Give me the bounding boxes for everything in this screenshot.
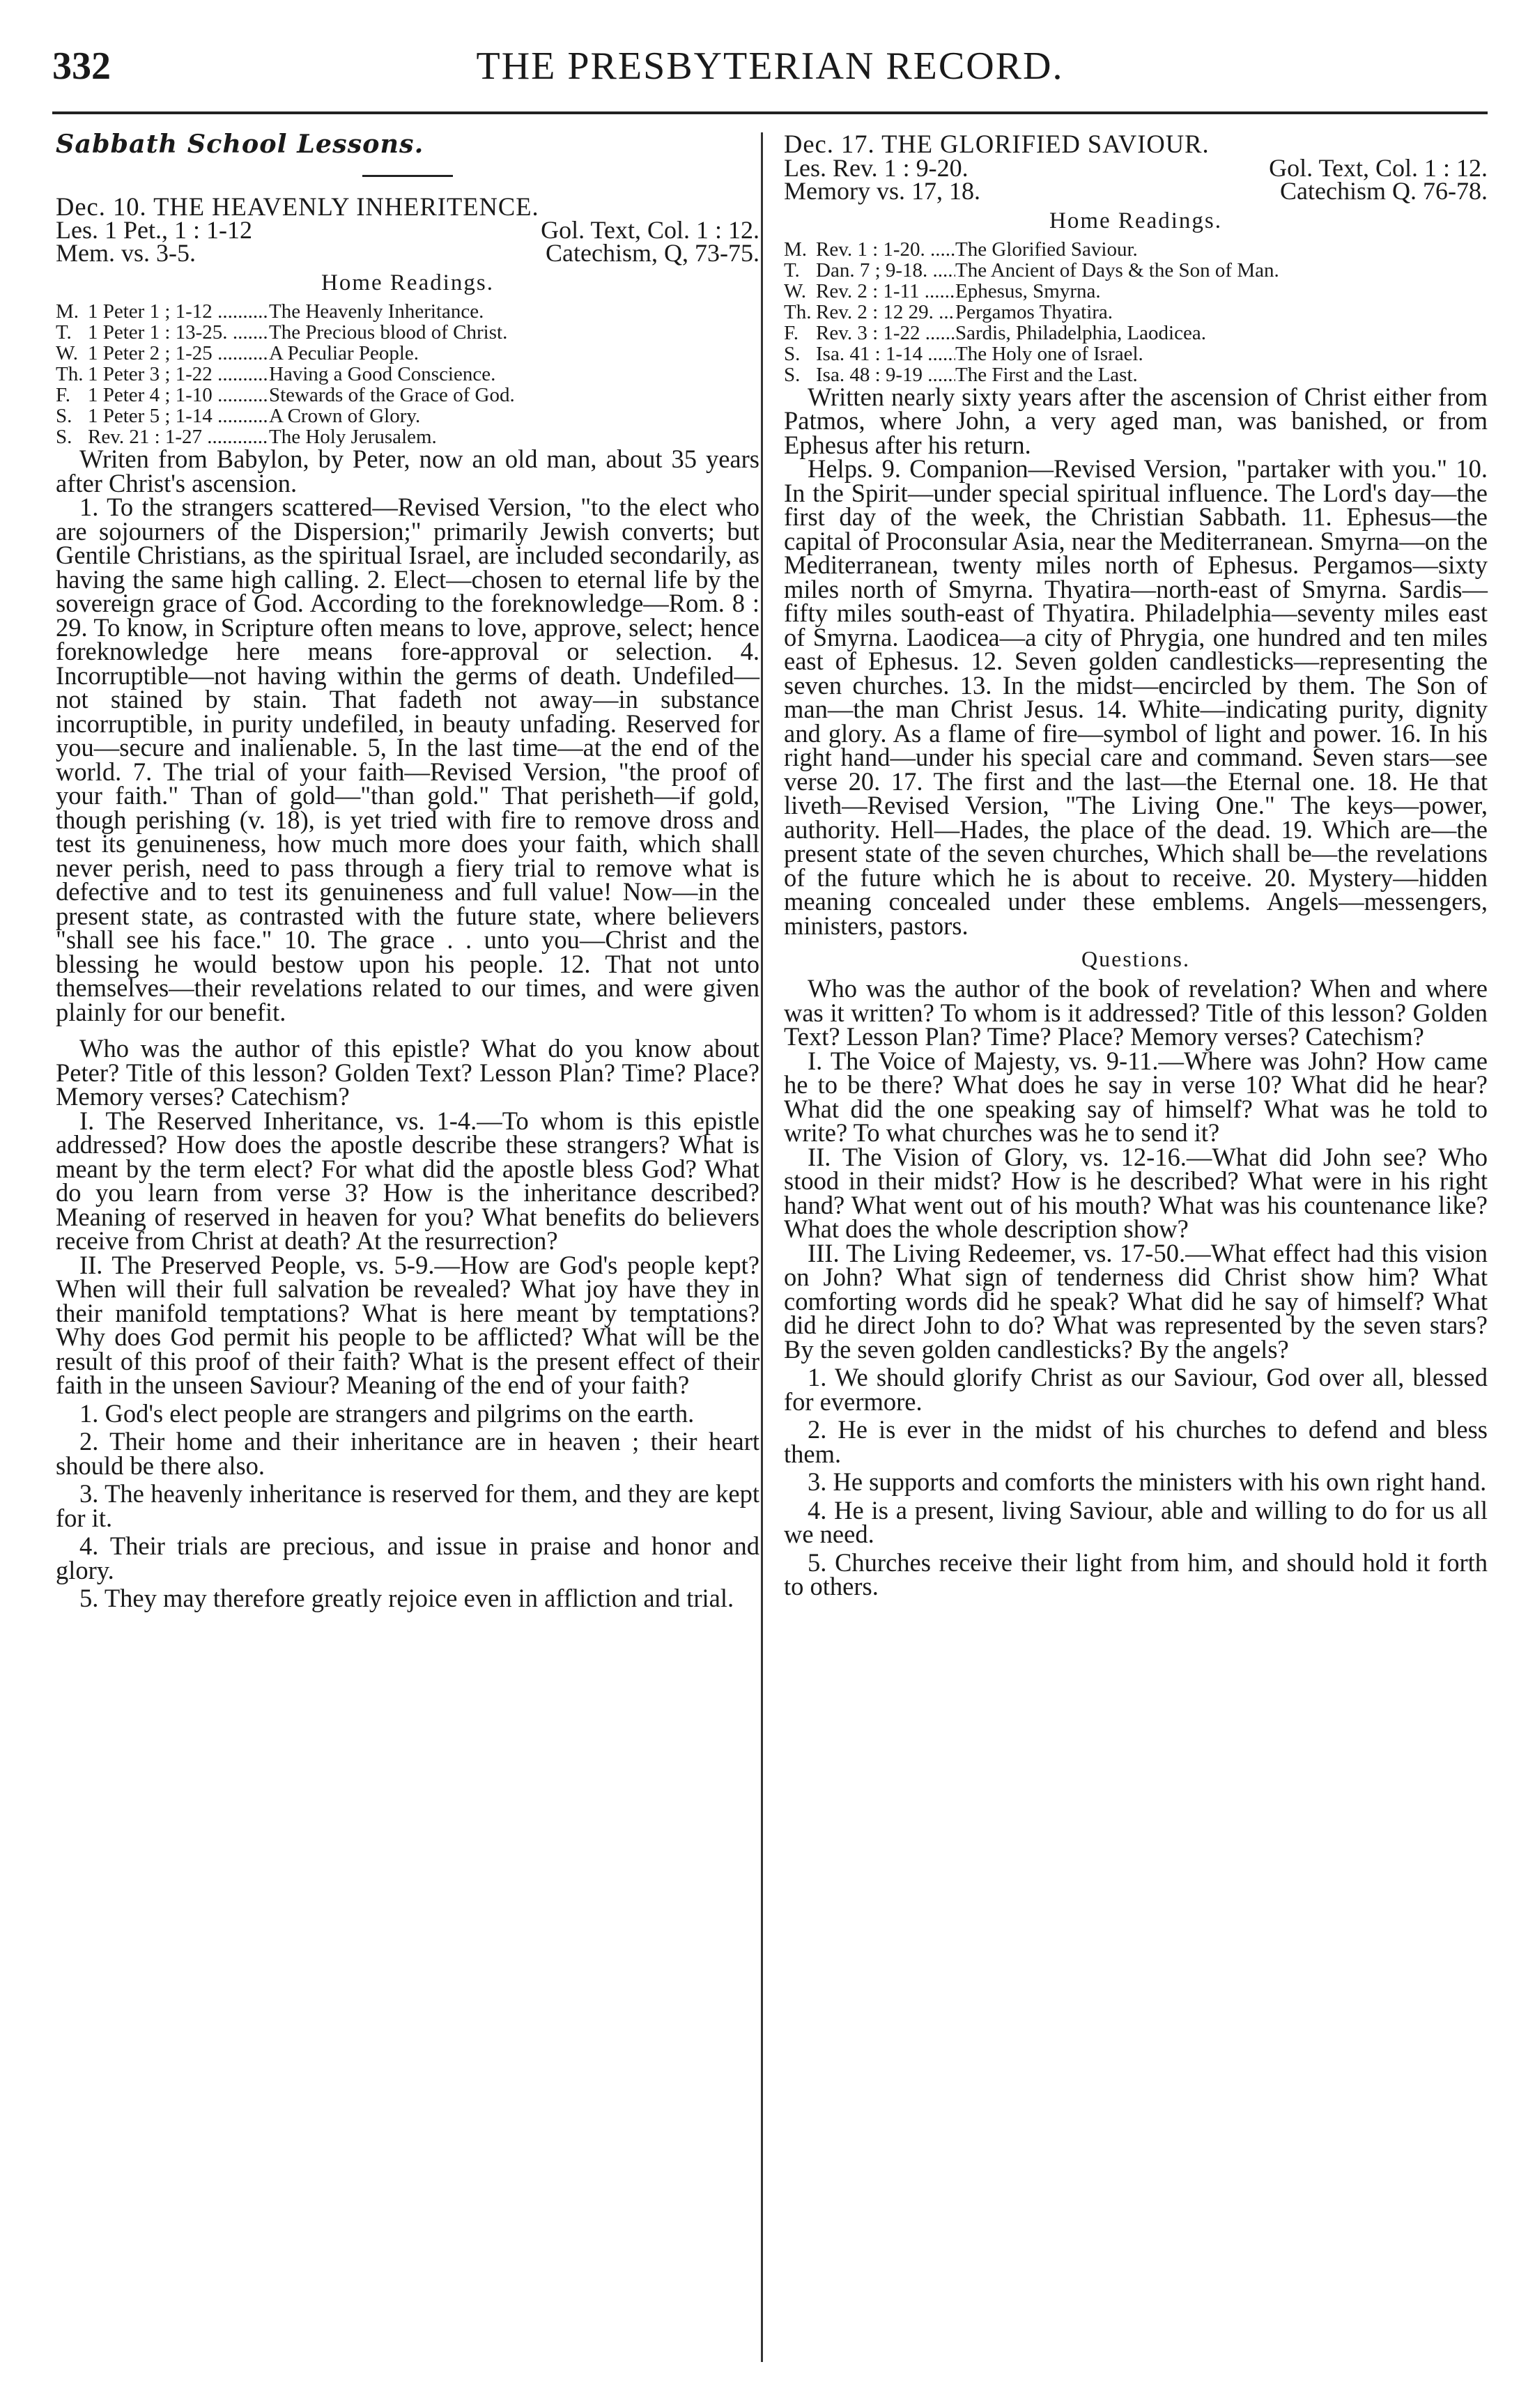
- lesson2-heading: Dec. 17. THE GLORIFIED SAVIOUR.: [784, 130, 1210, 158]
- lesson2-les: Les. Rev. 1 : 9-20.: [784, 153, 969, 182]
- reading-day: F.: [784, 321, 799, 344]
- lesson2-golden-text: Gol. Text, Col. 1 : 12.: [1269, 153, 1488, 182]
- reading-ref: 1 Peter 4 ; 1-10 .....: [88, 385, 269, 406]
- reading-title: A Peculiar People.: [269, 343, 419, 364]
- lesson2-point: 2. He is ever in the midst of his churches to defend and bless them.: [784, 1415, 1488, 1468]
- page-header: [52, 42, 1488, 91]
- reading-ref: Isa. 48 : 9-19 .....: [816, 364, 955, 385]
- reading-title: Pergamos Thyatira.: [955, 301, 1113, 323]
- lesson2-meta-row2: [784, 176, 1488, 205]
- reading-day: Th.: [784, 300, 812, 323]
- lesson2-questions-intro: Who was the author of the book of revelation? When and where was it written? To whom is it addressed? Title of this lesson? Golden Text? Lesson Plan? Time? Place? Memory verses? Catechism?: [784, 974, 1488, 1051]
- reading-row: [56, 301, 759, 322]
- lesson2-catechism: Catechism Q. 76-78.: [1280, 176, 1488, 205]
- reading-title: Sardis, Philadelphia, Laodicea.: [955, 322, 1206, 344]
- reading-ref: 1 Peter 2 ; 1-25 .....: [88, 343, 269, 364]
- lesson2-helps: Helps. 9. Companion—Revised Version, "partaker with you." 10. In the Spirit—under special spiritual influence. The Lord's day—the first day of the week, the Christian Sabbath. 11. Ephesus—the capital of Proconsular Asia, near the Mediterranean. Smyrna—on the Mediterranean, twenty miles north of Ephesus. Pergamos—sixty miles north of Smyrna. Thyatira—north-east of Smyrna. Sardis—fifty miles south-east of Thyatira. Philadelphia—seventy miles east of Smyrna. Laodicea—a city of Phrygia, one hundred and ten miles east of Ephesus. 12. Seven golden candlesticks—representing the seven churches. 13. In the midst—encircled by them. The Son of man—the man Christ Jesus. 14. White—indicating purity, dignity and glory. As a flame of fire—symbol of light and power. 16. In his right hand—under his special care and command. Seven stars—see verse 20. 17. The first and the last—the Eternal one. 18. He that liveth—Revised Version, "The Living One." The keys—power, authority. Hell—Hades, the place of the dead. 19. Which are—the present state of the seven churches, Which shall be—the revelations of the future which he is about to receive. 20. Mystery—hidden meaning concealed under these emblems. Angels—messengers, ministers, pastors.: [784, 454, 1488, 940]
- lesson1-meta-row2: [56, 239, 759, 267]
- section-title: Sabbath School Lessons.: [56, 129, 424, 159]
- reading-day: W.: [56, 342, 78, 364]
- reading-row: [784, 323, 1488, 344]
- reading-row: [784, 302, 1488, 323]
- reading-title: Stewards of the Grace of God.: [269, 385, 515, 406]
- left-column: [56, 129, 759, 1612]
- page-number: 332: [52, 45, 111, 88]
- lesson2-point: 4. He is a present, living Saviour, able and willing to do for us all we need.: [784, 1495, 1488, 1548]
- lesson1-les: Les. 1 Pet., 1 : 1-12: [56, 216, 252, 244]
- lesson1-golden-text: Gol. Text, Col. 1 : 12.: [541, 216, 759, 244]
- column-divider: [761, 132, 763, 2362]
- lesson2-mem: Memory vs. 17, 18.: [784, 176, 980, 205]
- lesson2-questions-part2: II. The Vision of Glory, vs. 12-16.—What did John see? Who stood in their midst? How is he described? What were in his right hand? What went out of his mouth? What was his countenance like? What does the whole description show?: [784, 1142, 1488, 1243]
- lesson2-home-readings-label: Home Readings.: [1049, 208, 1222, 233]
- lesson1-mem: Mem. vs. 3-5.: [56, 239, 196, 267]
- reading-ref: Rev. 1 : 1-20. .....: [816, 239, 955, 260]
- reading-ref: Rev. 2 : 1-11 .....: [816, 281, 955, 302]
- reading-row: [56, 406, 759, 426]
- lesson1-point: 2. Their home and their inheritance are in heaven ; their heart should be there also.: [56, 1427, 759, 1480]
- reading-title: The Holy one of Israel.: [955, 343, 1143, 364]
- reading-ref: Rev. 2 : 12 29. .....: [816, 302, 955, 323]
- reading-day: W.: [784, 279, 806, 302]
- lesson1-heading: Dec. 10. THE HEAVENLY INHERITENCE.: [56, 192, 539, 221]
- lesson2-intro: Written nearly sixty years after the ascension of Christ either from Patmos, where John, a very aged man, was banished, or from Ephesus after his return.: [784, 382, 1488, 459]
- reading-day: Th.: [56, 363, 84, 385]
- header-rule: [52, 111, 1488, 114]
- lesson1-questions-part1: I. The Reserved Inheritance, vs. 1-4.—To whom is this epistle addressed? How does the apostle describe these strangers? What is meant by the term elect? For what did the apostle bless God? What do you learn from verse 3? How is the inheritance described? Meaning of reserved in heaven for you? What benefits do believers receive from Christ at death? At the resurrection?: [56, 1106, 759, 1255]
- reading-title: The First and the Last.: [955, 364, 1138, 385]
- reading-day: T.: [56, 321, 72, 344]
- reading-title: The Glorified Saviour.: [955, 238, 1138, 260]
- lesson1-notes: 1. To the strangers scattered—Revised Version, "to the elect who are sojourners of the Dispersion;" primarily Jewish converts; but Gentile Christians, as the spiritual Israel, are included secondarily, as having the same high calling. 2. Elect—chosen to eternal life by the sovereign grace of God. According to the foreknowledge—Rom. 8 : 29. To know, in Scripture often means to love, approve, select; hence foreknowledge here means fore-approval or selection. 4. Incorruptible—not having within the germs of death. Undefiled—not stained by stain. That fadeth not away—in substance incorruptible, in purity undefiled, in beauty unfading. Reserved for you—secure and inalienable. 5, In the last time—at the end of the world. 7. The trial of your faith—Revised Version, "the proof of your faith." Than of gold—"than gold." That perisheth—if gold, though perishing (v. 18), is yet tried with fire to remove dross and test its genuineness, how much more does your faith, which shall never perish, need to pass through a fiery trial to remove what is defective and to test its genuineness and full value! Now—in the present state, as contrasted with the future state, where believers "shall see his face." 10. The grace . . unto you—Christ and the blessing he would bestow upon his people. 12. That not unto themselves—their revelations related to our times, and were given plainly for our benefit.: [56, 493, 759, 1026]
- reading-title: The Ancient of Days & the Son of Man.: [955, 259, 1279, 281]
- lesson1-questions-intro: Who was the author of this epistle? What do you know about Peter? Title of this lesson? Golden Text? Lesson Plan? Time? Place? Memory verses? Catechism?: [56, 1034, 759, 1111]
- reading-ref: 1 Peter 3 ; 1-22 .....: [88, 364, 269, 385]
- reading-row: [56, 322, 759, 343]
- lesson2-questions-label: Questions.: [1081, 946, 1190, 971]
- reading-title: Ephesus, Smyrna.: [955, 280, 1101, 302]
- lesson2-readings: [784, 239, 1488, 385]
- reading-ref: Rev. 3 : 1-22 .....: [816, 323, 955, 344]
- reading-row: [784, 364, 1488, 385]
- reading-day: S.: [784, 342, 801, 365]
- lesson1-point: 1. God's elect people are strangers and pilgrims on the earth.: [79, 1398, 695, 1428]
- reading-title: Having a Good Conscience.: [269, 364, 496, 385]
- reading-day: M.: [56, 300, 79, 323]
- lesson2-questions-part3: III. The Living Redeemer, vs. 17-50.—What effect had this vision on John? What sign of tenderness did Christ show him? What comforting words did he speak? What did he say of himself? What did he direct John to do? What was represented by the seven stars? By the seven golden candlesticks? By the angels?: [784, 1238, 1488, 1364]
- right-column: [784, 132, 1488, 1599]
- reading-day: T.: [784, 258, 800, 281]
- reading-ref: 1 Peter 5 ; 1-14 .....: [88, 406, 269, 426]
- lesson2-point: 1. We should glorify Christ as our Saviour, God over all, blessed for evermore.: [784, 1363, 1488, 1416]
- reading-ref: 1 Peter 1 ; 1-12 .....: [88, 301, 269, 322]
- lesson1-questions-part2: II. The Preserved People, vs. 5-9.—How are God's people kept? When will their full salvation be revealed? What joy have they in their manifold temptations? What is here meant by temptations? Why does God permit his people to be afflicted? What will be the result of this proof of their faith? What is the present effect of their faith in the unseen Saviour? Meaning of the end of your faith?: [56, 1250, 759, 1399]
- reading-row: [784, 281, 1488, 302]
- reading-day: S.: [784, 363, 801, 386]
- lesson1-point: 4. Their trials are precious, and issue in praise and honor and glory.: [56, 1531, 759, 1584]
- reading-row: [56, 364, 759, 385]
- lesson1-readings: [56, 301, 759, 447]
- reading-row: [784, 260, 1488, 281]
- reading-row: [784, 239, 1488, 260]
- reading-ref: Isa. 41 : 1-14 .....: [816, 344, 955, 364]
- reading-title: The Precious blood of Christ.: [269, 322, 508, 343]
- lesson1-home-readings-label: Home Readings.: [321, 270, 494, 295]
- reading-title: The Holy Jerusalem.: [269, 426, 437, 447]
- reading-day: F.: [56, 384, 71, 406]
- lesson1-catechism: Catechism, Q, 73-75.: [546, 239, 759, 267]
- reading-day: M.: [784, 238, 808, 261]
- lesson2-point: 5. Churches receive their light from him, and should hold it forth to others.: [784, 1548, 1488, 1600]
- lesson2-questions-part1: I. The Voice of Majesty, vs. 9-11.—Where was John? How came he to be there? What does he say in verse 10? What did he hear? What did the one speaking say of himself? What was he told to write? To what churches was he to send it?: [784, 1046, 1488, 1147]
- lesson2-point: 3. He supports and comforts the ministers with his own right hand.: [808, 1467, 1487, 1496]
- lesson1-point: 5. They may therefore greatly rejoice even in affliction and trial.: [79, 1584, 734, 1612]
- reading-row: [784, 344, 1488, 364]
- lesson2-meta-row1: [784, 153, 1488, 182]
- reading-row: [56, 385, 759, 406]
- reading-ref: 1 Peter 1 : 13-25. .....: [88, 322, 269, 343]
- reading-ref: Rev. 21 : 1-27 .....: [88, 426, 269, 447]
- reading-row: [56, 343, 759, 364]
- reading-day: S.: [56, 426, 72, 448]
- reading-day: S.: [56, 405, 72, 427]
- journal-title: THE PRESBYTERIAN RECORD.: [476, 45, 1064, 88]
- reading-ref: Dan. 7 ; 9-18. .....: [816, 260, 955, 281]
- lesson1-intro: Writen from Babylon, by Peter, now an old man, about 35 years after Christ's ascension.: [56, 445, 759, 497]
- lesson1-point: 3. The heavenly inheritance is reserved for them, and they are kept for it.: [56, 1479, 759, 1532]
- reading-title: A Crown of Glory.: [269, 406, 421, 426]
- reading-title: The Heavenly Inheritance.: [269, 301, 484, 322]
- title-rule: [362, 175, 453, 177]
